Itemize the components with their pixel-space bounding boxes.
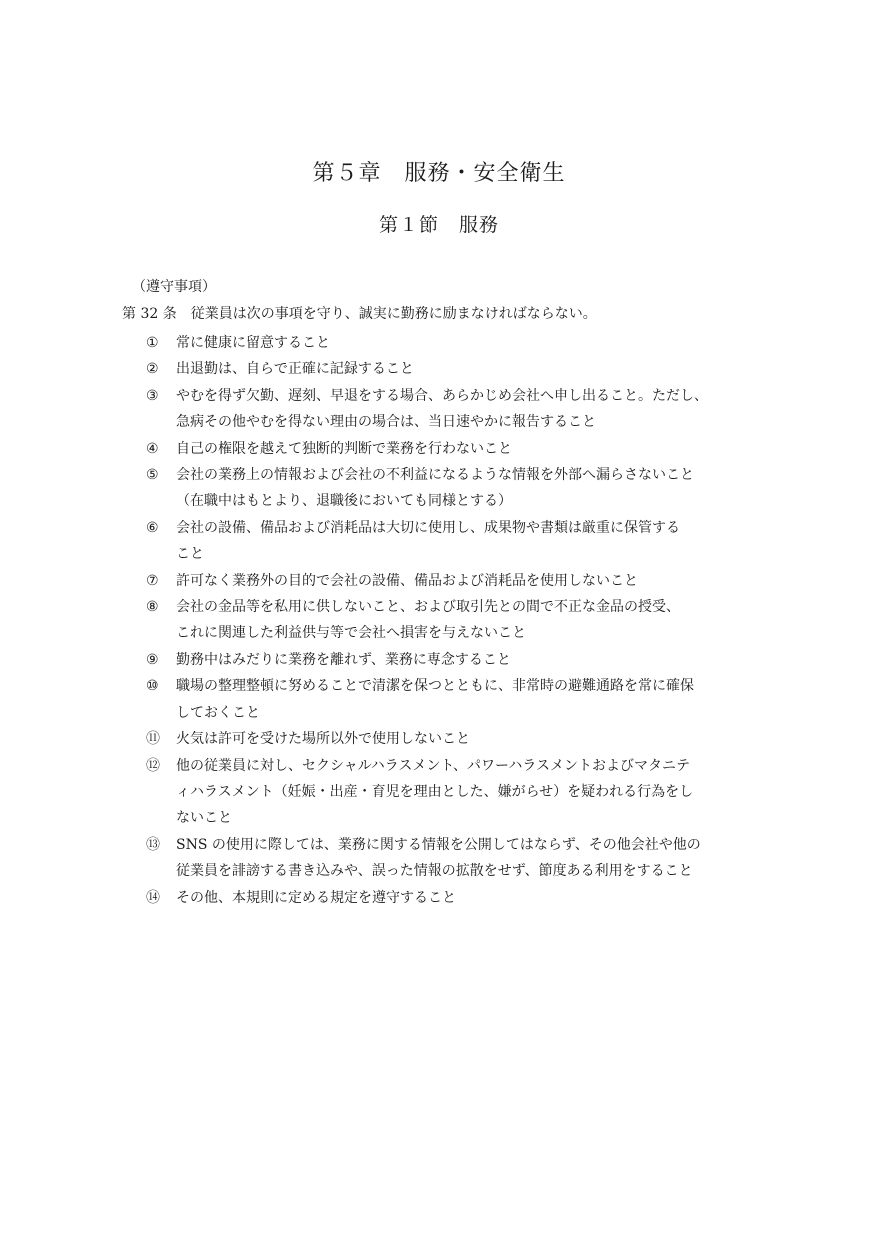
- item-text: SNS の使用に際しては、業務に関する情報を公開してはならず、その他会社や他の 従業員を誹謗する書き込みや、誤った情報の拡散をせず、節度ある利用をすること: [176, 836, 701, 880]
- list-item: [146, 383, 756, 436]
- list-item: [146, 594, 756, 647]
- item-number: ⑥: [146, 519, 159, 536]
- list-item: [146, 462, 756, 515]
- item-text: 常に健康に留意すること: [176, 335, 330, 351]
- item-number: ⑨: [146, 651, 159, 668]
- list-item: [146, 753, 756, 832]
- item-text: 許可なく業務外の目的で会社の設備、備品および消耗品を使用しないこと: [176, 572, 638, 589]
- item-text: 出退勤は、自らで正確に記録すること: [176, 361, 414, 378]
- item-text: 自己の権限を越えて独断的判断で業務を行わないこと: [176, 440, 512, 457]
- item-number: ⑧: [146, 599, 159, 616]
- item-text: やむを得ず欠勤、遅刻、早退をする場合、あらかじめ会社へ申し出ること。ただし、 急病その他やむを得ない理由の場合は、当日速やかに報告すること: [176, 387, 708, 431]
- list-item: [146, 647, 756, 673]
- article-number: 第 32 条: [122, 306, 177, 322]
- item-number: ⑩: [146, 678, 159, 695]
- list-item: [146, 515, 756, 568]
- item-number: ①: [146, 335, 159, 351]
- list-item: [146, 673, 756, 726]
- item-text: 他の従業員に対し、セクシャルハラスメント、パワーハラスメントおよびマタニテ ィハラスメント（妊娠・出産・育児を理由とした、嫌がらせ）を疑われる行為をし ないこと: [176, 757, 694, 827]
- item-text: 職場の整理整頓に努めることで清潔を保つとともに、非常時の避難通路を常に確保 しておくこと: [176, 678, 694, 721]
- article-caption: （遵守事項）: [132, 279, 216, 295]
- item-number: ④: [146, 440, 159, 457]
- item-text: 会社の設備、備品および消耗品は大切に使用し、成果物や書類は厳重に保管する こと: [176, 519, 680, 563]
- item-text: 会社の業務上の情報および会社の不利益になるような情報を外部へ漏らさないこと （在職中はもとより、退職後においても同様とする）: [176, 467, 694, 510]
- list-item: [146, 726, 756, 752]
- item-number: ⑬: [146, 836, 160, 853]
- item-text: 火気は許可を受けた場所以外で使用しないこと: [176, 731, 470, 748]
- list-item: [146, 832, 756, 885]
- list-item: [146, 436, 756, 462]
- list-item: [146, 356, 756, 382]
- article-lead: [122, 303, 762, 323]
- item-number: ⑫: [146, 757, 160, 774]
- list-item: [146, 568, 756, 594]
- item-text: 勤務中はみだりに業務を離れず、業務に専念すること: [176, 651, 511, 668]
- chapter-title: 第５章 服務・安全衛生: [312, 161, 566, 186]
- item-number: ⑭: [146, 889, 160, 906]
- item-number: ③: [146, 387, 159, 404]
- item-text: 会社の金品等を私用に供しないこと、および取引先との間で不正な金品の授受、 これに関連した利益供与等で会社へ損害を与えないこと: [176, 599, 680, 642]
- list-item: [146, 885, 756, 911]
- item-number: ②: [146, 361, 159, 378]
- item-number: ⑦: [146, 572, 159, 589]
- section-title: 第１節 服務: [378, 214, 499, 236]
- item-number: ⑤: [146, 467, 159, 484]
- item-text: その他、本規則に定める規定を遵守すること: [176, 889, 456, 906]
- compliance-items-list: [146, 330, 756, 911]
- list-item: [146, 330, 756, 356]
- item-number: ⑪: [146, 731, 160, 748]
- article-lead-text: 従業員は次の事項を守り、誠実に勤務に励まなければならない。: [190, 306, 597, 322]
